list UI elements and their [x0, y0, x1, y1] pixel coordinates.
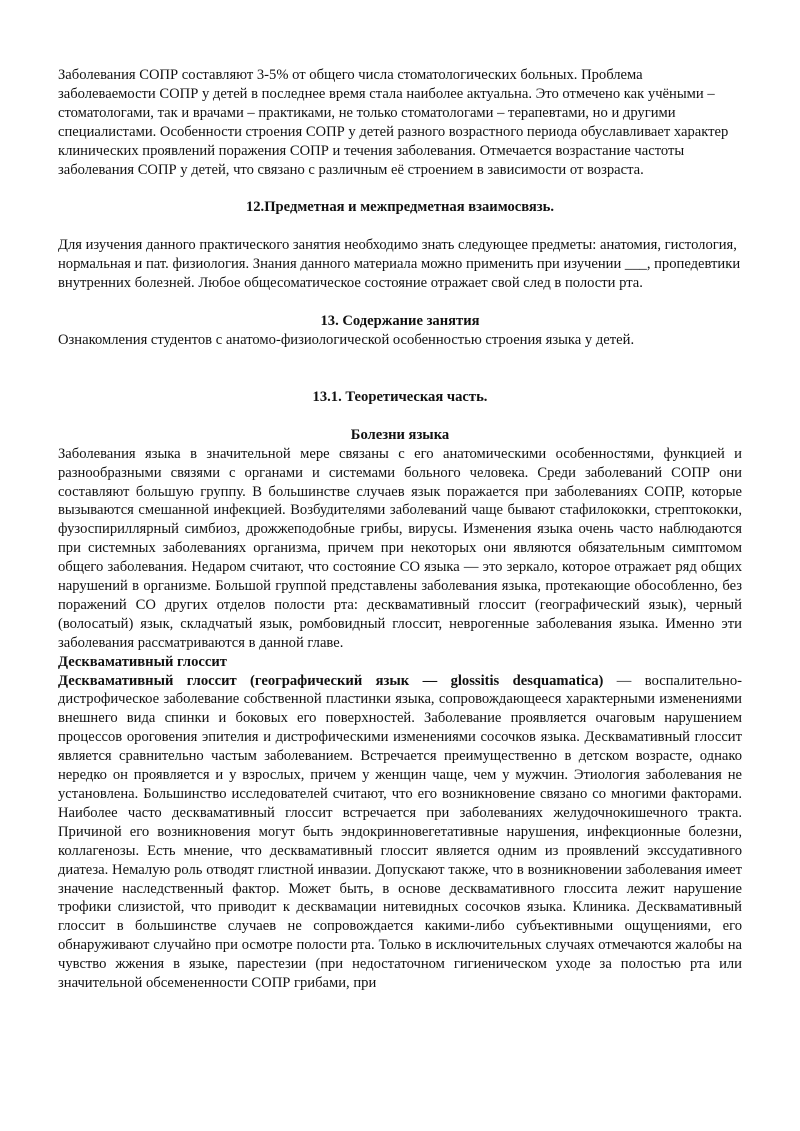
section-12-text: Для изучения данного практического занятия необходимо знать следующее предметы: анатомия, гистология, нормальная и пат. физиология. Знания данного материала можно применить при изучении ___, пропедевтики внутренних болезней. Любое общесоматическое состояние отражает свой след в полости рта.: [58, 237, 741, 292]
desquamative-glossitis-text: — воспалительно-дистрофическое заболевание собственной пластинки языка, сопровождающееся характерными изменениями внешнего вида спинки и боковых его поверхностей. Заболевание проявляется очаговым нарушением процессов ороговения эпителия и дистрофическими изменениями сосочков языка. Десквамативный глоссит является сравнительно частым заболеванием. Встречается преимущественно в детском возрасте, однако нередко он проявляется и у взрослых, причем у женщин чаще, чем у мужчин. Этиология заболевания не установлена. Большинство исследователей считают, что его возникновение связано со многими факторами. Наиболее часто десквамативный глоссит встречается при заболеваниях желудочнокишечного тракта. Причиной его возникновения могут быть эндокринновегетативные нарушения, инфекционные болезни, коллагенозы. Есть мнение, что десквамативный глоссит является одним из проявлений экссудативного диатеза. Немалую роль отводят глистной инвазии. Допускают также, что в возникновении заболевания имеет значение наследственный фактор. Может быть, в основе десквамативного глоссита лежит нарушение трофики слизистой, что приводит к десквамации нитевидных сосочков языка. Клиника. Десквамативный глоссит в большинстве случаев не сопровождается какими-либо субъективными ощущениями, его обнаруживают случайно при осмотре полости рта. Только в исключительных случаях отмечаются жалобы на чувство жжения в языке, парестезии (при недостаточном гигиеническом уходе за полостью рта или значительной обсемененности СОПР грибами, при: [58, 672, 742, 992]
tongue-diseases-heading: Болезни языка: [350, 426, 450, 443]
section-13-text: Ознакомления студентов с анатомо-физиологической особенностью строения языка у детей.: [58, 331, 635, 348]
desquamative-glossitis-term: Десквамативный глоссит (географический язык — glossitis desquamatica): [58, 672, 604, 689]
section-13-1-heading: 13.1. Теоретическая часть.: [312, 388, 488, 405]
section-12-heading: 12.Предметная и межпредметная взаимосвязь.: [245, 199, 555, 216]
desquamative-glossitis-paragraph: [58, 672, 742, 993]
section-13-heading: 13. Содержание занятия: [320, 313, 480, 330]
document-page: [58, 66, 742, 993]
intro-paragraph: Заболевания СОПР составляют 3-5% от общего числа стоматологических больных. Проблема заболеваемости СОПР у детей в последнее время стала наиболее актуальна. Это отмечено как учёными – стоматологами, так и врачами – практиками, не только стоматологами – терапевтами, но и другими специалистами. Особенности строения СОПР у детей разного возрастного периода обуславливает характер клинических проявлений поражения СОПР и течения заболевания. Отмечается возрастание частоты заболевания СОПР у детей, что связано с различным её строением в зависимости от возраста.: [58, 67, 729, 178]
desquamative-glossitis-heading: Десквамативный глоссит: [58, 653, 227, 670]
tongue-diseases-text: Заболевания языка в значительной мере связаны с его анатомическими особенностями, функцией и разнообразными связями с органами и системами больного человека. Среди заболеваний СОПР они составляют большую группу. В большинстве случаев язык поражается при заболеваниях СОПР, которые вызываются смешанной инфекцией. Возбудителями заболеваний чаще бывают стафилококки, стрептококки, фузоспириллярный симбиоз, дрожжеподобные грибы, вирусы. Изменения языка очень часто наблюдаются при системных заболеваниях организма, причем при некоторых они являются обязательным симптомом общего заболевания. Недаром считают, что состояние СО языка — это зеркало, которое отражает ряд общих нарушений в организме. Большой группой представлены заболевания языка, протекающие обособленно, без поражений СО других отделов полости рта: десквамативный глоссит (географический язык), черный (волосатый) язык, складчатый язык, ромбовидный глоссит, неврогенные заболевания языка. Именно эти заболевания рассматриваются в данной главе.: [58, 445, 742, 651]
